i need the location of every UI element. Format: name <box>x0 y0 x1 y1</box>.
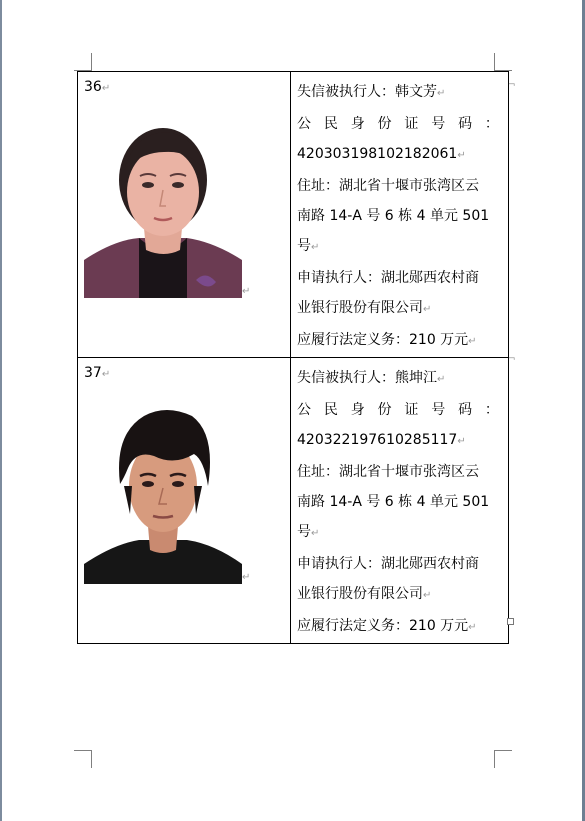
id-number: 420322197610285117↵ <box>297 432 466 448</box>
table-resize-handle[interactable] <box>507 618 514 625</box>
applicant-line: 业银行股份有限公司↵ <box>297 586 432 602</box>
crop-mark-top-left <box>74 53 92 71</box>
address-line: 南路 14-A 号 6 栋 4 单元 501 <box>297 494 490 510</box>
row-end-mark: ¬ <box>508 354 516 364</box>
id-number: 420303198102182061↵ <box>297 146 466 162</box>
address-line: 南路 14-A 号 6 栋 4 单元 501 <box>297 208 490 224</box>
page-left-edge <box>0 0 2 821</box>
info-cell[interactable] <box>291 72 509 358</box>
crop-mark-bottom-left <box>74 750 92 768</box>
info-cell[interactable] <box>291 358 509 644</box>
address-line: 住址：湖北省十堰市张湾区云 <box>297 464 479 480</box>
applicant-line: 业银行股份有限公司↵ <box>297 300 432 316</box>
id-number-label: 公 民 身 份 证 号 码 ： <box>297 116 499 132</box>
address-line: 号↵ <box>297 524 320 540</box>
record-number: 36↵ <box>84 79 111 95</box>
paragraph-mark: ↵ <box>242 286 251 297</box>
table-row <box>78 358 509 644</box>
id-number-label: 公 民 身 份 证 号 码 ： <box>297 402 499 418</box>
photo-cell[interactable] <box>78 358 291 644</box>
paragraph-mark: ↵ <box>242 572 251 583</box>
table-row <box>78 72 509 358</box>
applicant-line: 申请执行人：湖北郧西农村商 <box>297 556 479 572</box>
applicant-line: 申请执行人：湖北郧西农村商 <box>297 270 479 286</box>
person-photo[interactable] <box>84 394 242 584</box>
record-number: 37↵ <box>84 365 111 381</box>
photo-cell[interactable] <box>78 72 291 358</box>
obligation: 应履行法定义务：210 万元↵ <box>297 618 477 634</box>
person-photo[interactable] <box>84 110 242 298</box>
row-end-mark: ¬ <box>508 80 516 90</box>
crop-mark-top-right <box>494 53 512 71</box>
debtor-name: 失信被执行人：熊坤江↵ <box>297 370 446 386</box>
address-line: 住址：湖北省十堰市张湾区云 <box>297 178 479 194</box>
obligation: 应履行法定义务：210 万元↵ <box>297 332 477 348</box>
address-line: 号↵ <box>297 238 320 254</box>
debtor-name: 失信被执行人：韩文芳↵ <box>297 84 446 100</box>
records-table <box>77 71 509 644</box>
crop-mark-bottom-right <box>494 750 512 768</box>
